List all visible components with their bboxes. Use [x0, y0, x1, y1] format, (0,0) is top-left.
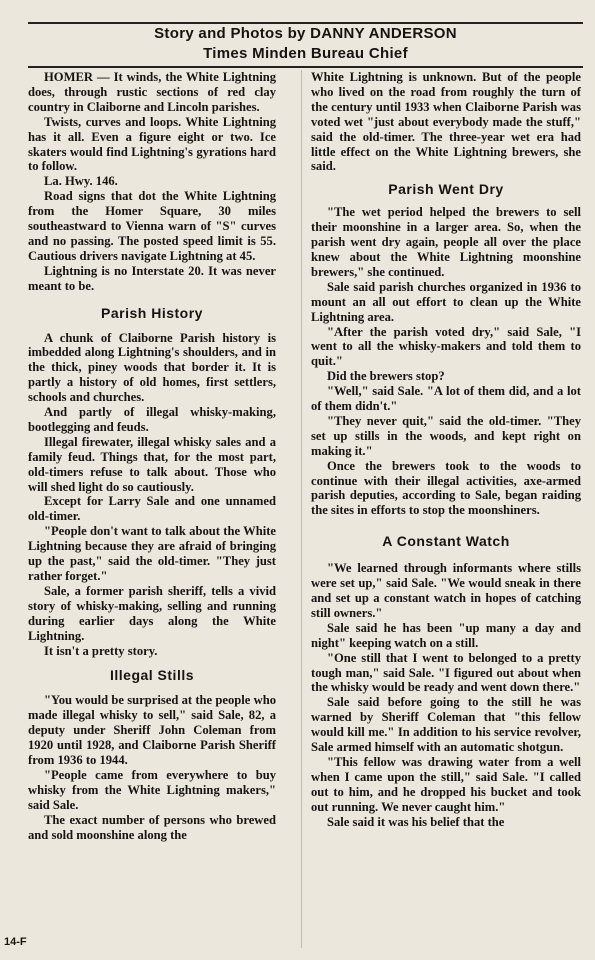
paragraph: "You would be surprised at the people who made illegal whisky to sell," said Sale, 82, a deputy under Sheriff John Coleman from 1920 until 1928, and Claiborne Parish Sheriff from 1936 to 1944.	[28, 693, 276, 767]
paragraph: "Well," said Sale. "A lot of them did, and a lot of them didn't."	[311, 384, 581, 414]
paragraph: La. Hwy. 146.	[44, 174, 118, 189]
subhead-parish-history: Parish History	[101, 304, 203, 321]
paragraph: Did the brewers stop?	[327, 369, 445, 384]
paragraph: HOMER — It winds, the White Lightning does, through rustic sections of red clay country in Claiborne and Lincoln parishes.	[28, 70, 276, 114]
paragraph: Road signs that dot the White Lightning from the Homer Square, 30 miles southeastward to Vienna warn of "S" curves and no passing. The posted speed limit is 55. Cautious drivers navigate Lightning at 45.	[28, 189, 276, 263]
paragraph: "We learned through informants where stills were set up," said Sale. "We would sneak in there and set up a constant watch in hopes of catching still owners."	[311, 561, 581, 620]
paragraph: "People came from everywhere to buy whisky from the White Lightning makers," said Sale.	[28, 767, 276, 812]
paragraph: Sale said he has been "up many a day and night" keeping watch on a still.	[311, 620, 581, 650]
paragraph: Twists, curves and loops. White Lightning has it all. Even a figure eight or two. Ice skaters would find Lightning's gyrations hard to follow.	[28, 114, 276, 174]
paragraph: Lightning is no Interstate 20. It was never meant to be.	[28, 263, 276, 293]
paragraph: Sale said it was his belief that the	[327, 814, 505, 829]
subhead-illegal-stills: Illegal Stills	[109, 667, 195, 684]
byline: Story and Photos by DANNY ANDERSON	[154, 25, 457, 42]
paragraph: "They never quit," said the old-timer. "They set up stills in the woods, and kept right on making it."	[311, 413, 581, 458]
left-column	[28, 70, 276, 842]
paragraph: White Lightning is unknown. But of the people who lived on the road from roughly the turn of the century until 1933 when Claiborne Parish was voted wet "just about everybody made the stuff," said the old-timer. The three-year wet era had little effect on the White Lightning brewers, she said.	[311, 70, 581, 174]
paragraph: "One still that I went to belonged to a pretty tough man," said Sale. "I figured out about when the whisky would be ready and went down there."	[311, 650, 581, 695]
paragraph: Except for Larry Sale and one unnamed old-timer.	[28, 494, 276, 524]
paragraph: "People don't want to talk about the White Lightning because they are afraid of bringing up the past," said the old-timer. "They just rather forget."	[28, 524, 276, 583]
paragraph: Once the brewers took to the woods to continue with their illegal activities, axe-armed parish deputies, according to Sale, began raiding the sites in efforts to stop the moonshiners.	[311, 458, 581, 518]
paragraph: Sale said before going to the still he was warned by Sheriff Coleman that "this fellow would kill me." In addition to his service revolver, Sale armed himself with an automatic shotgun.	[311, 695, 581, 755]
paragraph: And partly of illegal whisky-making, bootlegging and feuds.	[28, 405, 276, 434]
byline-block	[28, 24, 583, 64]
paragraph: "This fellow was drawing water from a well when I came upon the still," said Sale. "I called out to him, and he dropped his bucket and took out running. We never caught him."	[311, 754, 581, 814]
paragraph: It isn't a pretty story.	[44, 643, 158, 658]
subhead-constant-watch: A Constant Watch	[382, 533, 510, 550]
paragraph: A chunk of Claiborne Parish history is imbedded along Lightning's shoulders, and in the thick, piney woods that border it. It is partly a history of old homes, first settlers, schools and churches.	[28, 330, 276, 405]
paragraph: The exact number of persons who brewed and sold moonshine along the	[28, 812, 276, 842]
paragraph: "After the parish voted dry," said Sale, "I went to all the whisky-makers and told them to quit."	[311, 324, 581, 369]
paragraph: Sale said parish churches organized in 1936 to mount an all out effort to clean up the White Lightning area.	[311, 279, 581, 324]
byline-rule	[28, 66, 583, 68]
bureau-affiliation: Times Minden Bureau Chief	[203, 45, 408, 62]
paragraph: Sale, a former parish sheriff, tells a vivid story of whisky-making, selling and running during earlier days along the White Lightning.	[28, 583, 276, 643]
paragraph: Illegal firewater, illegal whisky sales and a family feud. Things that, for the most part, old-timers refuse to talk about. Those who will shed light do so cautiously.	[28, 434, 276, 494]
paragraph: "The wet period helped the brewers to sell their moonshine in a larger area. So, when the parish went dry again, people all over the place knew about the White Lightning moonshine brewers," she continued.	[311, 205, 581, 279]
column-divider	[301, 70, 302, 948]
page-number: 14-F	[4, 936, 27, 948]
right-column	[311, 70, 581, 830]
subhead-parish-went-dry: Parish Went Dry	[388, 181, 504, 198]
